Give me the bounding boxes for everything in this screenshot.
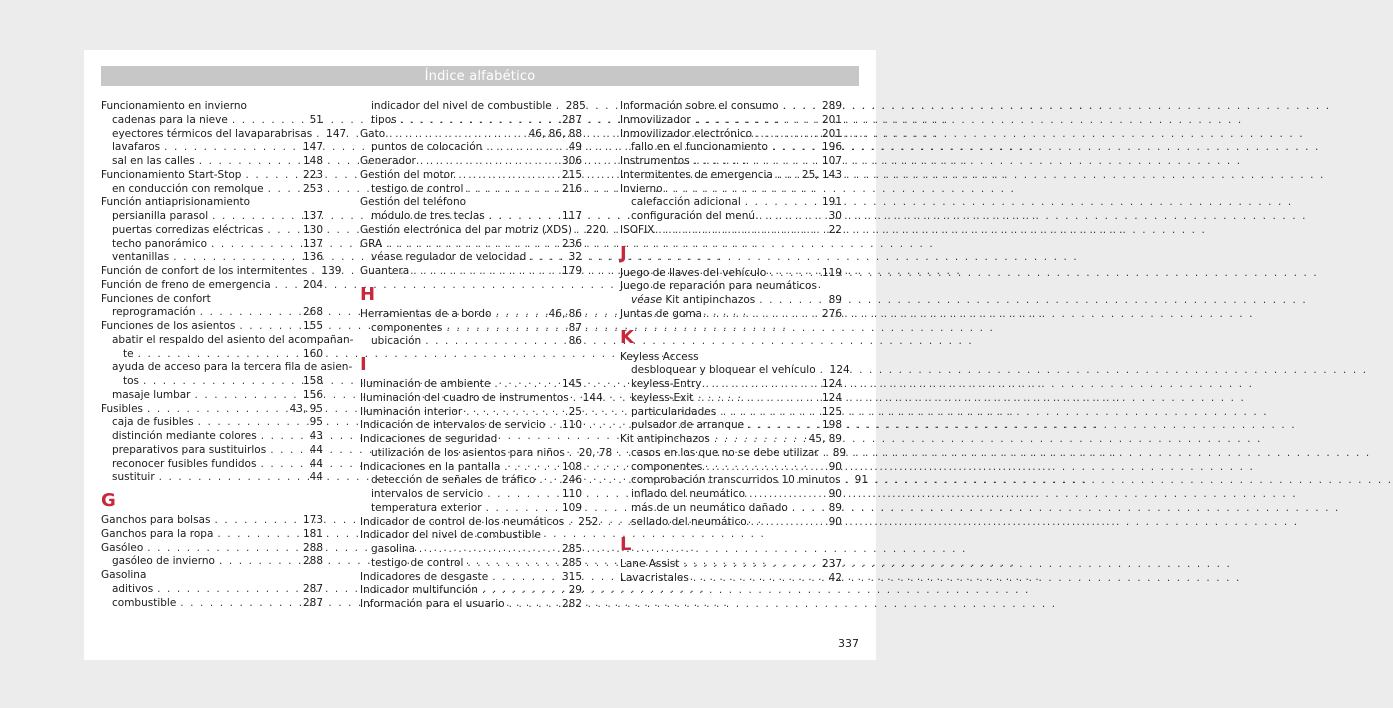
- index-entry: Lane Assist . . . 237: [620, 558, 842, 572]
- index-entry: masaje lumbar . . . 156: [101, 389, 323, 403]
- page-title: Índice alfabético: [424, 68, 536, 84]
- index-entry: te . . . 160: [101, 348, 323, 362]
- section-letter-l: L: [620, 534, 632, 556]
- index-entry: componentes . . . 87: [360, 322, 582, 336]
- index-entry: preparativos para sustituirlos . . . 44: [101, 444, 323, 458]
- index-entry: Herramientas de a bordo . . . 46, 86: [360, 308, 582, 322]
- index-entry: Información para el usuario . . . 282: [360, 598, 582, 612]
- index-entry: temperatura exterior . . . 109: [360, 502, 582, 516]
- index-entry: testigo de control . . . 216: [360, 183, 582, 197]
- index-entry: Iluminación de ambiente . . . 145: [360, 378, 582, 392]
- index-entry: en conducción con remolque . . . 253: [101, 183, 323, 197]
- index-entry: techo panorámico . . . 137: [101, 238, 323, 252]
- index-entry: combustible . . . 287: [101, 597, 323, 611]
- index-heading: Funcionamiento en invierno: [101, 100, 247, 112]
- index-heading: Funciones de confort: [101, 292, 211, 305]
- index-entry: pulsador de arranque . . . 198: [620, 419, 842, 433]
- index-column-3: [620, 100, 869, 586]
- index-entry: eyectores térmicos del lavaparabrisas . . . 147: [101, 128, 323, 142]
- index-entry: configuración del menú . . . 30: [620, 210, 842, 224]
- index-entry: véase Kit antipinchazos . . . 89: [620, 294, 842, 308]
- index-entry: tipos . . . 287: [360, 114, 582, 128]
- index-entry: Funcionamiento Start-Stop . . . 223: [101, 169, 323, 183]
- index-heading: abatir el respaldo del asiento del acompañan-: [112, 333, 354, 346]
- index-entry: Iluminación interior . . . 25: [360, 406, 582, 420]
- index-entry: sustituir . . . 44: [101, 471, 323, 485]
- index-heading: Indicaciones de seguridad: [360, 433, 498, 445]
- index-entry: Gasóleo . . . 288: [101, 542, 323, 556]
- index-entry: Gestión electrónica del par motriz (XDS) . . . 220: [360, 224, 582, 238]
- index-entry: Kit antipinchazos . . . 45, 89: [620, 433, 842, 447]
- index-entry: Indicación de intervalos de servicio . . . 110: [360, 419, 582, 433]
- section-letter-j: J: [620, 242, 627, 264]
- index-entry: Instrumentos . . . 107: [620, 155, 842, 169]
- index-column-1: [101, 100, 354, 610]
- index-entry: ventanillas . . . 136: [101, 251, 323, 265]
- index-entry: Gato . . . 46, 86, 88: [360, 128, 582, 142]
- index-entry: Inmovilizador electrónico . . . 201: [620, 128, 842, 142]
- index-entry: particularidades . . . 125: [620, 406, 842, 420]
- index-entry: desbloquear y bloquear el vehículo . . . 124: [620, 364, 842, 378]
- index-entry: Inmovilizador . . . 201: [620, 114, 842, 128]
- index-entry: Funciones de los asientos . . . 155: [101, 320, 323, 334]
- index-entry: ISOFIX . . . 22: [620, 224, 842, 238]
- index-entry: reprogramación . . . 268: [101, 306, 323, 320]
- index-entry: Indicador de control de los neumáticos . . . 252: [360, 516, 582, 530]
- section-letter-k: K: [620, 326, 634, 348]
- index-entry: GRA . . . 236: [360, 238, 582, 252]
- index-entry: persianilla parasol . . . 137: [101, 210, 323, 224]
- index-entry: Iluminación del cuadro de instrumentos . . . 144: [360, 392, 582, 406]
- index-entry: más de un neumático dañado . . . 89: [620, 502, 842, 516]
- index-entry: fallo en el funcionamiento . . . 196: [620, 141, 842, 155]
- index-entry: distinción mediante colores . . . 43: [101, 430, 323, 444]
- index-heading: Invierno: [620, 182, 663, 195]
- index-entry: Gestión del motor . . . 215: [360, 169, 582, 183]
- index-entry: sal en las calles . . . 148: [101, 155, 323, 169]
- section-letter-i: I: [360, 354, 367, 375]
- index-heading: Juego de reparación para neumáticos: [620, 280, 817, 293]
- index-entry: Fusibles . . . 43, 95: [101, 403, 323, 417]
- index-entry: ubicación . . . 86: [360, 335, 582, 349]
- index-heading: Indicador del nivel de combustible: [360, 529, 541, 542]
- index-entry: componentes . . . 90: [620, 461, 842, 475]
- index-entry: comprobación transcurridos 10 minutos . . . 91: [620, 474, 842, 488]
- section-header: [101, 66, 859, 86]
- index-entry: lavafaros . . . 147: [101, 141, 323, 155]
- index-entry: cadenas para la nieve . . . 51: [101, 114, 323, 128]
- index-entry: casos en los que no se debe utilizar . . . 89: [620, 447, 842, 461]
- index-entry: gasolina . . . 285: [360, 543, 582, 557]
- section-letter-g: G: [101, 490, 116, 511]
- index-entry: tos . . . 158: [101, 375, 323, 389]
- index-entry: reconocer fusibles fundidos . . . 44: [101, 458, 323, 472]
- index-entry: caja de fusibles . . . 95: [101, 416, 323, 430]
- index-entry: puertas corredizas eléctricas . . . 130: [101, 224, 323, 238]
- index-heading: Keyless Access: [620, 350, 699, 363]
- index-entry: Función de confort de los intermitentes . . . 139: [101, 265, 323, 279]
- index-entry: Ganchos para bolsas . . . 173: [101, 514, 323, 528]
- index-entry: Ganchos para la ropa . . . 181: [101, 528, 323, 542]
- index-heading: Gestión del teléfono: [360, 196, 467, 209]
- index-heading: Gasolina: [101, 569, 147, 581]
- index-entry: inflado del neumático . . . 90: [620, 488, 842, 502]
- index-entry: Función de freno de emergencia . . . 204: [101, 279, 323, 293]
- index-entry: sellado del neumático . . . 90: [620, 516, 842, 530]
- index-entry: Guantera . . . 179: [360, 265, 582, 279]
- index-entry: keyless-Entry . . . 124: [620, 378, 842, 392]
- index-entry: Lavacristales . . . 42: [620, 572, 842, 586]
- index-entry: utilización de los asientos para niños . . . 20, 78: [360, 447, 582, 461]
- index-entry: indicador del nivel de combustible . . . 285: [360, 100, 582, 114]
- index-entry: puntos de colocación . . . 49: [360, 141, 582, 155]
- index-entry: aditivos . . . 287: [101, 583, 323, 597]
- index-entry: testigo de control . . . 285: [360, 557, 582, 571]
- index-entry: detección de señales de tráfico . . . 246: [360, 474, 582, 488]
- index-entry: véase regulador de velocidad . . . 32: [360, 251, 582, 265]
- index-entry: Generador . . . 306: [360, 155, 582, 169]
- section-letter-h: H: [360, 283, 376, 305]
- index-entry: Indicaciones en la pantalla . . . 108: [360, 461, 582, 475]
- page-number: 337: [838, 637, 859, 650]
- index-entry: Intermitentes de emergencia . . . 25, 143: [620, 169, 842, 183]
- index-entry: intervalos de servicio . . . 110: [360, 488, 582, 502]
- index-entry: Indicador multifunción . . . 29: [360, 584, 582, 598]
- index-entry: Juntas de goma . . . 276: [620, 308, 842, 322]
- index-entry: calefacción adicional . . . 191: [620, 196, 842, 210]
- index-entry: Información sobre el consumo . . . 289: [620, 100, 842, 114]
- index-heading: Función antiaprisionamiento: [101, 196, 251, 209]
- index-entry: gasóleo de invierno . . . 288: [101, 555, 323, 569]
- index-entry: Indicadores de desgaste . . . 315: [360, 571, 582, 585]
- index-heading: ayuda de acceso para la tercera fila de asien-: [112, 361, 353, 374]
- index-entry: keyless-Exit . . . 124: [620, 392, 842, 406]
- index-entry: módulo de tres teclas . . . 117: [360, 210, 582, 224]
- index-entry: Juego de llaves del vehículo . . . 119: [620, 267, 842, 281]
- index-column-2: [360, 100, 613, 612]
